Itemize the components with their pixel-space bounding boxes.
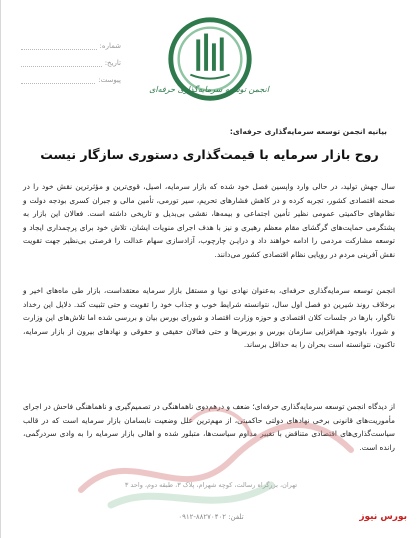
meta-attachment-label: پیوست:: [98, 76, 121, 84]
news-brand-label: بورس نیوز: [359, 512, 407, 522]
meta-number-row: [21, 36, 121, 50]
footer-phone: تلفن: ۸۸۲۷۰۴۰۲-۰۹۱۲: [178, 513, 244, 521]
meta-date-label: تاریخ:: [104, 59, 121, 67]
meta-date-row: [21, 53, 121, 67]
paragraph-3: از دیدگاه انجمن توسعه سرمایه‌گذاری حرفه‌ای؛ ضعف و درهم‌دوی ناهماهنگی در تصمیم‌گیری و ناهماهنگی فاحش در اجرای مأموریت‌های قانونی برخی نهادهای دولتی حاکمیتی، از مهم‌ترین علل وضعیت نابسامان بازار سرمایه است که در قالب سیاست‌گذاری‌های اقتصادی متناقض با تغییر مداوم سیاست‌ها، متبلور شده و اهالی بازار سرمایه را به وادی سردرگمی، رانده است.: [23, 402, 395, 452]
statement-heading: بیانیه انجمن توسعه سرمایه‌گذاری حرفه‌ای:: [229, 127, 387, 136]
footer-address: تهران، بزرگراه رسالت، کوچه شهرام، پلاک ۳، طبقه دوم، واحد ۳: [124, 481, 298, 489]
meta-date-line: [21, 60, 102, 67]
logo-caption: انجمن توسعه سرمایه‌گذاری حرفه‌ای: [149, 85, 269, 94]
paragraph-1: سال جهش تولید، در حالی وارد واپسین فصل خود شده که بازار سرمایه، اصیل، قوی‌ترین و مؤثرترین نقش خود را در صحنه اقتصادی کشور، تجربه کرده و در کاهش فشارهای تحریم، سیر تورمی، تأمین مالی و جبران کسری بودجه دولت و نظام‌های حاکمیتی عمومی نظیر تأمین اجتماعی و بیمه‌ها، نقشی بی‌بدیل و تاریخی داشته است. فعالان این بازار به پشتگرمی حمایت‌های گرگشای مقام معظم رهبری و نیز با هدف اجرای منویات ایشان، تلاش خود برای پرچمداری ایجاد و توسعه مشارکت مردمی را ادامه خواهند داد و درایـن چارچوب، آزادسازی سهام عدالت را فرصتی بی‌نظیر جهت تقویت نقش آفرینی مردم در رویایی نظام اقتصادی کشور می‌دانند.: [23, 182, 395, 259]
document-meta: [21, 36, 121, 87]
meta-attachment-row: [21, 70, 121, 84]
meta-attachment-line: [21, 77, 95, 84]
document-title: روح بازار سرمایه با قیمت‌گذاری دستوری سازگار نیست: [40, 147, 379, 162]
paragraph-2: انجمن توسعه سرمایه‌گذاری حرفه‌ای، به‌عنوان نهادی نوپا و مستقل بازار سرمایه معتقداست، بازار طی ماه‌های اخیر و برخلاف روند شیرین دو فصل اول سال، نتوانسته شرایط خوب و جذاب خود را تقویت و حتی تثبیت کند. دلایل این رخداد ناگوار، بارها در جلسات کلان اقتصادی و حوزه وزارت اقتصاد و شورای بورس بیان و بررسی شده اما تلاش‌های این وزارت و شورا، باوجود هم‌افزایی سازمان بورس و بورس‌ها و حتی فعالان حقیقی و حقوقی و نهادهای بیرون از بازار سرمایه، تاکنون، نتوانسته است بحران را به حداقل برساند.: [23, 286, 395, 350]
meta-number-label: شماره:: [99, 42, 121, 50]
meta-number-line: [21, 43, 97, 50]
association-logo-icon: [161, 12, 259, 110]
